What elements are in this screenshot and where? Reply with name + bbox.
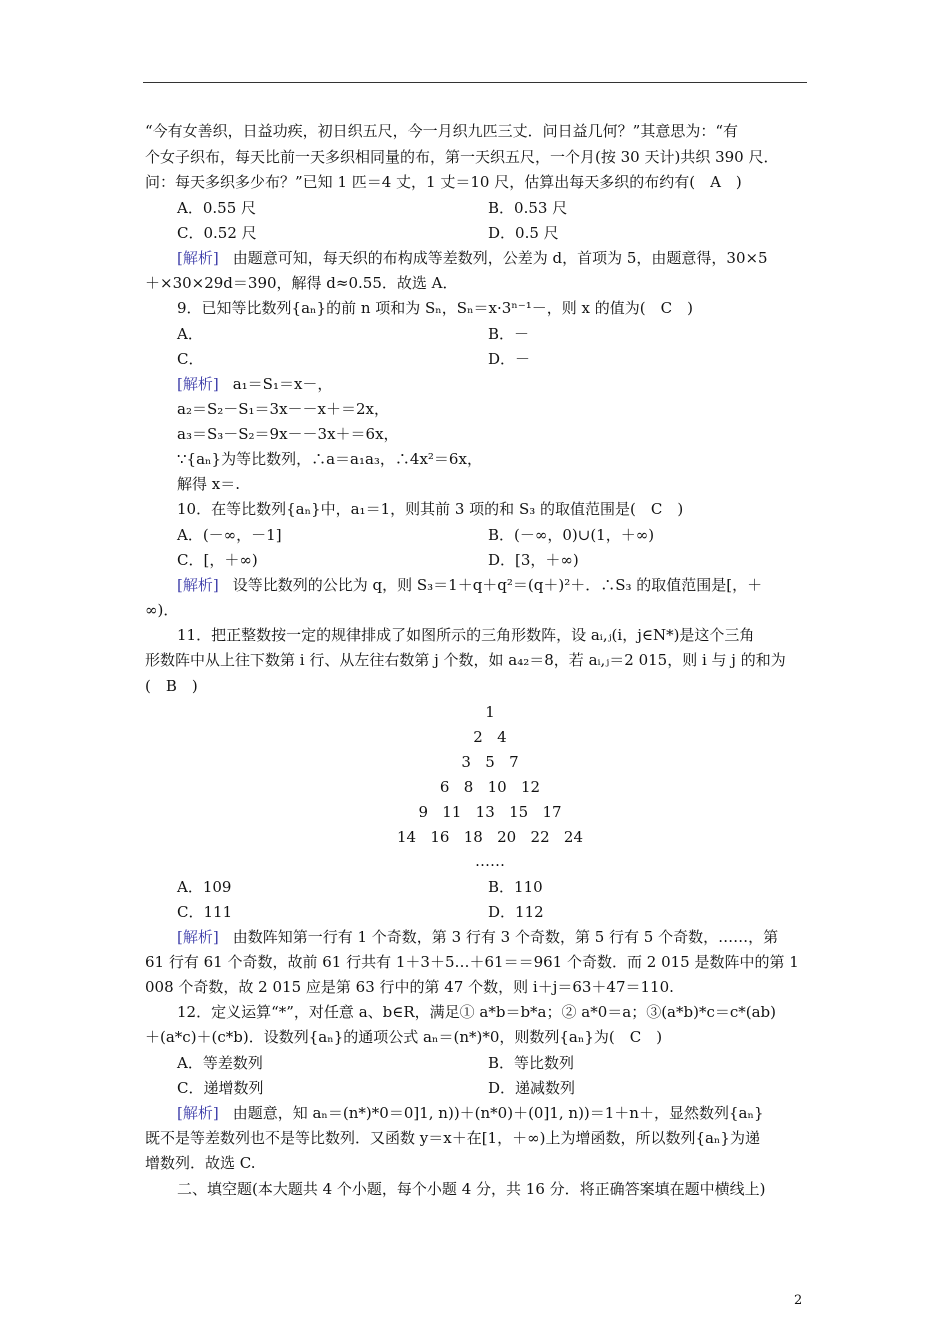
q11-option-c: C．111 [177,903,233,921]
q8-option-a: A．0.55 尺 [177,199,256,217]
header-rule [143,82,807,83]
q11-stem-line-3: ( B ) [145,677,198,695]
q10-solution-text: 设等比数列的公比为 q，则 S₃＝1＋q＋q²＝(q＋)²＋．∴S₃ 的取值范围是[，＋ [232,576,763,594]
triangle-row: 6 8 10 12 [439,778,541,796]
solution-tag: [解析] [177,375,219,393]
triangle-row: 9 11 13 15 17 [418,803,562,821]
q10-solution-line-1 [177,575,841,595]
triangle-ellipsis: …… [475,852,505,870]
q12-option-d: D．递减数列 [488,1079,576,1097]
q8-solution-line-2: ＋×30×29d＝390，解得 d≈0.55．故选 A． [145,274,458,292]
q10-stem: 10．在等比数列{aₙ}中，a₁＝1，则其前 3 项的和 S₃ 的取值范围是( C ) [177,500,684,518]
q8-option-d: D．0.5 尺 [488,224,559,242]
q12-solution-line-1 [177,1103,841,1123]
q11-option-d: D．112 [488,903,544,921]
q9-stem: 9．已知等比数列{aₙ}的前 n 项和为 Sₙ，Sₙ＝x·3ⁿ⁻¹－，则 x 的值为( C ) [177,299,693,317]
q10-option-c: C．[，＋∞) [177,551,258,569]
q8-line-1: “今有女善织，日益功疾，初日织五尺，今一月织九匹三丈．问日益几何？”其意思为：“有 [145,122,739,140]
q9-solution-line-2: a₂＝S₂－S₁＝3x－－x＋＝2x， [177,400,390,418]
triangle-row: 2 4 [473,728,507,746]
q8-line-3: 问：每天多织多少布？”已知 1 匹＝4 丈，1 丈＝10 尺，估算出每天多织的布约有( A ) [145,173,742,191]
q11-option-b: B．110 [488,878,543,896]
q9-option-a: A． [177,325,203,343]
q9-solution-line-1 [177,374,841,394]
q12-option-b: B．等比数列 [488,1054,575,1072]
q10-option-d: D．[3，＋∞) [488,551,579,569]
solution-tag: [解析] [177,576,219,594]
q9-solution-text: a₁＝S₁＝x－， [232,375,333,393]
triangle-row: 14 16 18 20 22 24 [396,828,584,846]
q12-option-c: C．递增数列 [177,1079,264,1097]
section-heading-fill-in: 二、填空题(本大题共 4 个小题，每个小题 4 分，共 16 分．将正确答案填在题中横线上) [177,1180,766,1198]
q11-solution-text: 由数阵知第一行有 1 个奇数，第 3 行有 3 个奇数，第 5 行有 5 个奇数，……，第 [232,928,779,946]
q12-solution-line-3: 增数列．故选 C. [145,1154,256,1172]
q10-solution-line-2: ∞)． [145,601,179,619]
q8-line-2: 个女子织布，每天比前一天多织相同量的布，第一天织五尺，一个月(按 30 天计)共织 390 尺． [145,148,779,166]
q11-solution-line-1 [177,927,841,947]
q8-solution-line-1 [177,248,841,268]
q10-option-a: A．(－∞，－1] [177,526,282,544]
solution-tag: [解析] [177,1104,219,1122]
q9-solution-line-5: 解得 x＝. [177,475,240,493]
q9-option-d: D．－ [488,350,531,368]
q11-option-a: A．109 [177,878,232,896]
triangle-row: 1 [485,703,495,721]
q9-solution-line-4: ∵{aₙ}为等比数列，∴a＝a₁a₃，∴4x²＝6x， [177,450,482,468]
q8-solution-text: 由题意可知，每天织的布构成等差数列，公差为 d，首项为 5，由题意得，30×5 [232,249,768,267]
q12-stem-line-1: 12．定义运算“*”，对任意 a、b∈R，满足① a*b＝b*a；② a*0＝a；③(a*b)*c＝c*(ab) [177,1003,776,1021]
q9-option-c: C． [177,350,204,368]
q8-option-c: C．0.52 尺 [177,224,257,242]
q8-option-b: B．0.53 尺 [488,199,568,217]
q10-option-b: B．(－∞，0)∪(1，＋∞) [488,526,655,544]
triangle-row: 3 5 7 [461,753,519,771]
q12-solution-text: 由题意，知 aₙ＝(n*)*0＝0]1, n))＋(n*0)＋(0]1, n))＝1＋n＋，显然数列{aₙ} [232,1104,764,1122]
q12-option-a: A．等差数列 [177,1054,263,1072]
q9-option-b: B．－ [488,325,530,343]
q11-stem-line-2: 形数阵中从上往下数第 i 行、从左往右数第 j 个数，如 a₄₂＝8，若 aᵢ,ⱼ＝2 015，则 i 与 j 的和为 [145,651,786,669]
q12-stem-line-2: ＋(a*c)＋(c*b)．设数列{aₙ}的通项公式 aₙ＝(n*)*0，则数列{aₙ}为( C ) [145,1028,663,1046]
q9-solution-line-3: a₃＝S₃－S₂＝9x－－3x＋＝6x， [177,425,399,443]
solution-tag: [解析] [177,249,219,267]
solution-tag: [解析] [177,928,219,946]
q11-solution-line-3: 008 个奇数，故 2 015 应是第 63 行中的第 47 个数，则 i＋j＝63＋47＝110. [145,978,674,996]
q12-solution-line-2: 既不是等差数列也不是等比数列．又函数 y＝x＋在[1，＋∞)上为增函数，所以数列{aₙ}为递 [145,1129,760,1147]
q11-solution-line-2: 61 行有 61 个奇数，故前 61 行共有 1＋3＋5…＋61＝＝961 个奇数．而 2 015 是数阵中的第 1 [145,953,799,971]
q11-stem-line-1: 11．把正整数按一定的规律排成了如图所示的三角形数阵，设 aᵢ,ⱼ(i，j∈N*)是这个三角 [177,626,755,644]
page-number: 2 [794,1293,803,1308]
